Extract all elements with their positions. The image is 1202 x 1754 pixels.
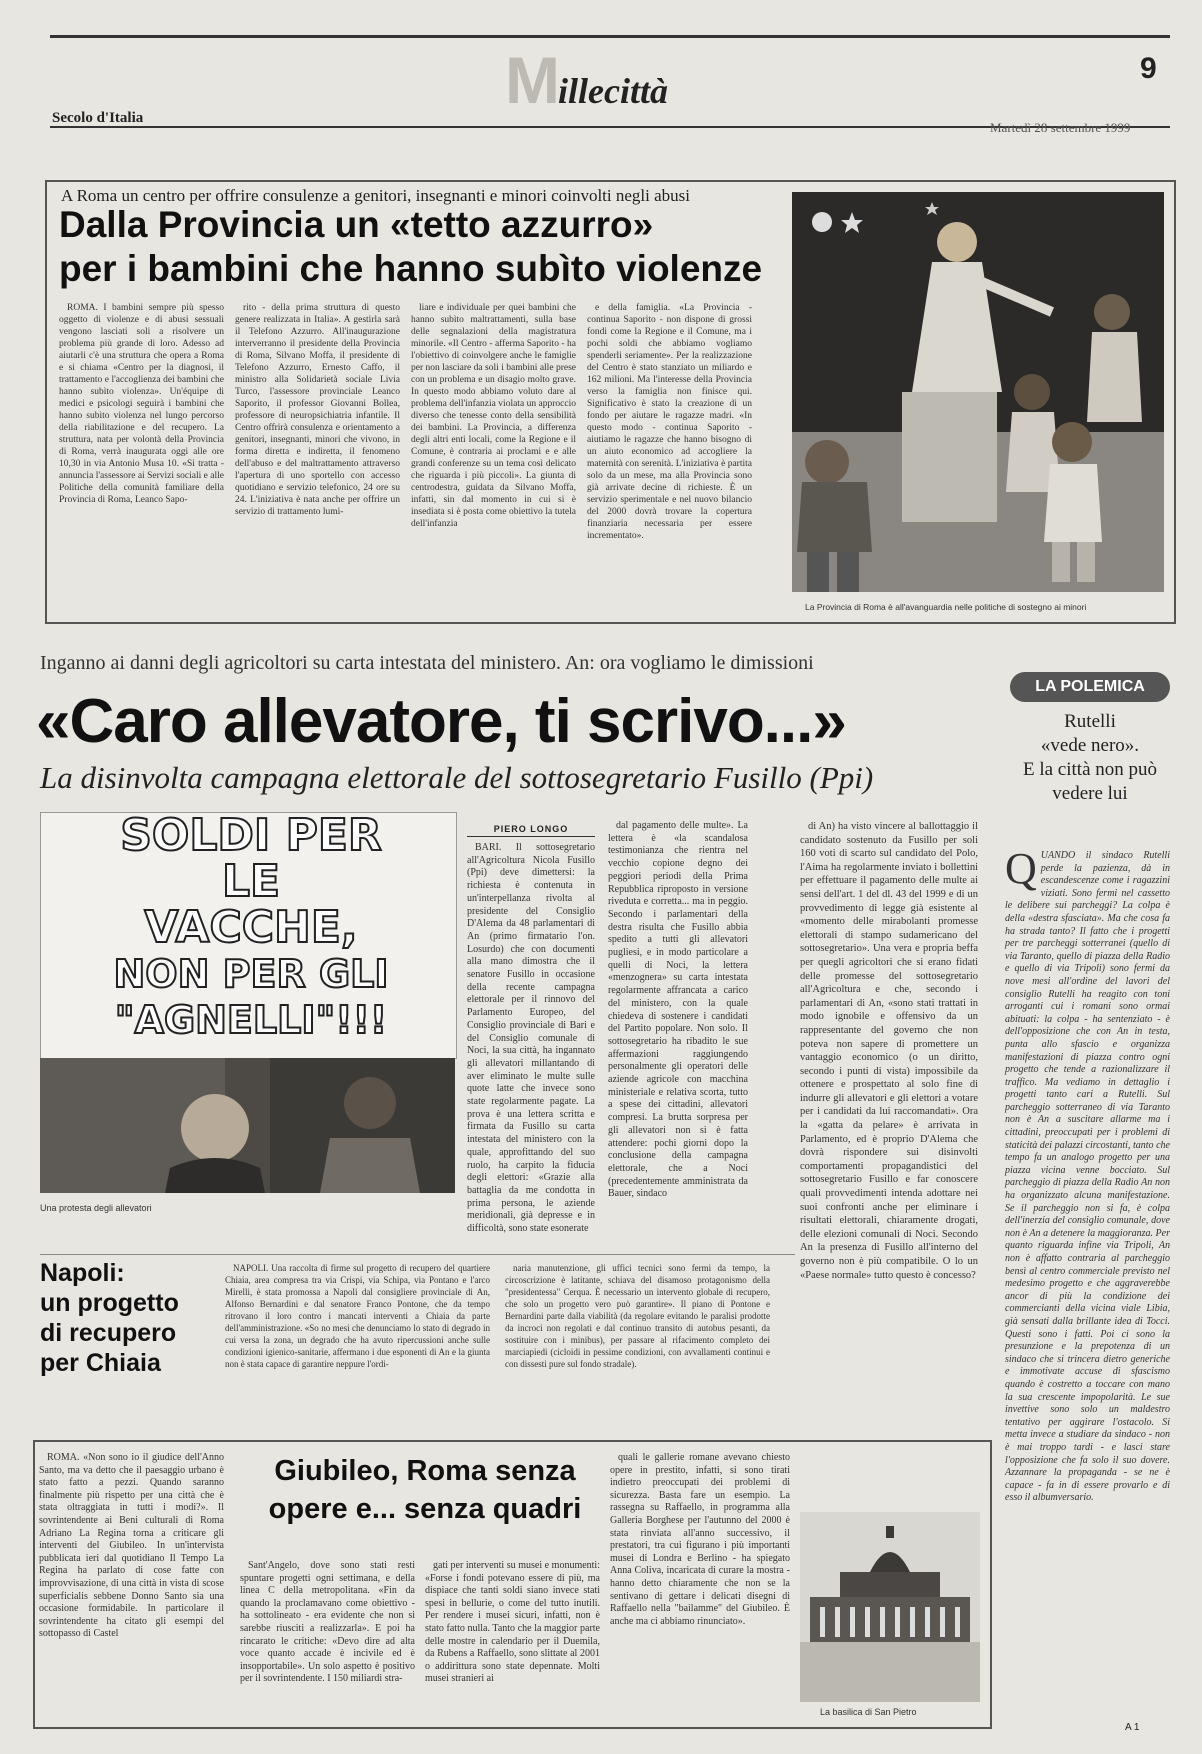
polemica-title — [1005, 710, 1175, 806]
article-tetto-azzurro — [45, 180, 1176, 624]
protesters-image — [40, 1058, 455, 1193]
protest-sign-photo — [40, 812, 457, 1059]
article1-photo — [792, 192, 1164, 592]
giubileo-col-3-text: gati per interventi su musei e monumenti: «Forse i fondi potevano essere di più, ma dispiace che tanti soldi siano invece stati spesi in bellurie, o come del tutto inutili. Per rendere i musei sicuri, infatti, non è stato fatto nulla. Tanto che la maggior parte delle mostre in calendario per il Duemila, da Rubens a Raffaello, sono slittate al 2001 o addirittura sono state depennate. Molti musei stranieri ai — [425, 1560, 600, 1685]
article1-photo-caption: La Provincia di Roma è all'avanguardia nelle politiche di sostegno ai minori — [805, 602, 1087, 612]
giubileo-headline-line2: opere e... senza quadri — [268, 1493, 582, 1525]
article2-col-1 — [467, 842, 595, 1235]
giubileo-col-left-text: ROMA. «Non sono io il giudice dell'Anno Santo, ma va detto che il paesaggio urbano è stato fatto a pezzi. Quando saranno finalmente più rispetto per una città che è stata oltraggiata in tutti i modi?». Il sovrintendente ai Beni culturali di Roma Adriano La Regina torna a criticare gli interventi del Giubileo. In un'intervista pubblicata ieri dal quotidiano Il Tempo La Regina ha parlato di cose fatte con improvvisazione, di una città in vista di scose superficialis sebbene Donno Santo sia una occasione formidabile. In particolare il sovrintendente ha citato gli esempi del sottopasso di Castel — [39, 1452, 224, 1640]
footer-code: A 1 — [1125, 1722, 1140, 1733]
polemica-title-line1: Rutelli — [1064, 711, 1116, 732]
children-playing-photo — [792, 192, 1164, 592]
article2-col-3-text: di An) ha visto vincere al ballottaggio il candidato sostenuto da Fusillo per soli 160 voti di scarto sul candidato del Polo, l'Aima ha regolarmente inviato i bollettini per effettuare il pagamento delle multe ai sensi dell'art. 1 del dl. 43 del 1999 e di un provvedimento di legge già esistente al «momento delle mirabolanti promesse elettorali di stampo sudamericano del sottosegretario». Una vera e propria beffa per quegli agricoltori che si erano fidati delle promesse del sottosegretario all'Agricoltura e che, secondo i parlamentari di An, «sono stati trattati in modo ignobile e offensivo da un rappresentante del governo che non poteva non sapere di promettere un vantaggio economico (o un diritto, secondo i punti di vista) impossibile da ottenere e prospettato al solo fine di indurre gli allevatori e gli elettori a votare per i candidati da lui raccomandati». Ora la «gatta da pelare» è arrivata in Parlamento, ed è proprio D'Alema che dovrà rispondere sui disinvolti comportamenti propagandistici del sottosegretario Fusillo e far conoscere quali provvedimenti intenda adottare nei suoi confronti anche per eliminare i risultati elettorali, chiaramente drogati, delle elezioni comunali di Noci. Secondo An la presenza di Fusillo all'interno del governo non è più compatibile. O lo un «Paese normale» tutto questo è concesso? — [800, 821, 978, 1281]
section-logo-text: illecittà — [557, 71, 668, 111]
article2-headline: «Caro allevatore, ti scrivo...» — [36, 687, 846, 756]
giubileo-col-2-text: Sant'Angelo, dove sono stati resti spuntare progetti ogni settimana, e della linea C della metropolitana. «Fin da quando la proclamavano come obiettivo - ha sottolineato - era evidente che non si sarebbe riusciti a realizzarla». E poi ha rincarato le critiche: «Devo dire ad alta voce quanto accade è incivile ed è insopportabile». Un solo aspetto è positivo per il sovrintendente. I 150 miliardi stra- — [240, 1560, 415, 1685]
issue-date: Martedì 28 settembre 1999 — [990, 120, 1131, 135]
napoli-headline-line4: per Chiaia — [40, 1349, 161, 1377]
giubileo-col-left — [39, 1452, 224, 1720]
sign-line-4: NON PER GLI — [113, 952, 389, 996]
polemica-body-text: UANDO il sindaco Rutelli perde la pazienza, dà in escandescenze come i ragazzini viziati. Sono fermi nel cassetto le delibere sui parcheggi? La colpa è della «destra sfasciata». Ma che cosa fa ha strada tanto? Il fatto che i progetti per tre parcheggi sotterranei (quello di via Taranto, quello di piazza della Radio e quello di via Tripoli) sono fermi da nove mesi all'ordine del lavori del consiglio Rutelli ha reagito con toni arroganti cui i romani sono ormai abituati: la colpa - ha sentenziato - è dell'opposizione che con An in testa, punta allo sfascio e organizza manifestazioni di piazza contro ogni progetto che tende a razionalizzare il traffico. Ma vediamo in dettaglio i progetti tanto cari a Rutelli. Sul parcheggio sotterraneo di via Taranto non è An a suscitare allarme ma i cittadini, preoccupati per i problemi di staticità dei palazzi circostanti, tanto che tempo fa un analogo progetto per una piazza vicina venne bocciato. Sul parcheggio di piazza della Radio An non ha organizzato alcuna manifestazione. Se il parcheggio non si fa, è colpa dell'inerzia del consiglio comunale, dove non è An a detenere la maggioranza. Per quanto riguarda infine via Tripoli, An non è affatto contraria al parcheggio bensì al centro commerciale previsto nel medesimo progetto e che aggraverebbe ancor di più la condizione dei commercianti della vicina viale Libia, già sensati dalla brillante idea di Tocci. Questi sono i fatti. Poi ci sono la presunzione e la prepotenza di un sindaco che si trincera dietro generiche e immotivate accuse di sfascismo quando è costretto a toccare con mano la sua crescente impopolarità. Le sue invettive sono solo un maldestro tentativo per aggirare l'ostacolo. Si metta invece a studiare da sindaco - non è mai troppo tardi - e lasci stare l'opposizione che fa solo il suo dovere. Azzannare la propaganda - se ne è capace - fa in di essere provarlo e di esso il albumversario. — [1005, 850, 1170, 1504]
giubileo-col-4-text: quali le gallerie romane avevano chiesto opere in prestito, infatti, si sono tirati indietro preoccupati dei problemi di sicurezza. Basta fare un esempio. La rassegna su Raffaello, in programma alla Galleria Borghese per l'autunno del 2000 è stata rinviata all'anno successivo, il prestatori, tra cui figurano i più importanti musei di Londra e Berlino - ha spiegato Anna Coliva, incaricata di curare la mostra - hanno detto chiaramente che non se la sentivano di gettare i delicati disegni di Raffaello nella "bailamme" del Giubileo. È anche ma ci abbiamo rinunciato». — [610, 1452, 790, 1627]
article1-col-4-text: e della famiglia. «La Provincia - continua Saporito - non dispone di grossi fondi come la Regione e il Comune, ma i pochi soldi che abbiamo vogliamo spenderli seriamente». Per la realizzazione del Centro è stato stanziato un miliardo e 162 milioni. Ma l'interesse della Provincia verso la famiglia non finisce qui. Significativo è stato la creazione di un fondo per aiutare le ragazze madri. «In questo modo - continua Saporito - aiutiamo le ragazze che hanno bisogno di un aiuto economico ad accogliere la maternità con serenità. L'iniziativa è partita solo da un mese, ma alla Provincia sono già arrivate decine di richieste. È un servizio sperimentale e nel nuovo bilancio del 2000 dovrà trovare la copertura finanziaria necessaria per essere incrementato». — [587, 303, 752, 541]
sign-line-3: VACCHE, — [144, 902, 358, 953]
giubileo-col-2 — [240, 1560, 415, 1720]
article1-col-2 — [235, 302, 400, 610]
article1-col-4 — [587, 302, 752, 610]
article1-col-3 — [411, 302, 576, 610]
sign-line-2: LE — [221, 856, 281, 907]
basilica-photo — [800, 1512, 980, 1702]
article2-kicker: Inganno ai danni degli agricoltori su carta intestata del ministero. An: ora vogliamo le dimissioni — [40, 652, 814, 674]
article1-kicker: A Roma un centro per offrire consulenze a genitori, insegnanti e minori coinvolti negli abusi — [61, 186, 690, 205]
basilica-caption: La basilica di San Pietro — [820, 1707, 917, 1717]
protest-photo-caption: Una protesta degli allevatori — [40, 1203, 152, 1213]
page-number: 9 — [1140, 52, 1157, 85]
giubileo-headline-line1: Giubileo, Roma senza — [274, 1455, 576, 1487]
article-giubileo — [33, 1440, 992, 1729]
section-logo — [505, 42, 668, 118]
article1-headline-line2: per i bambini che hanno subìto violenze — [59, 248, 763, 289]
sign-line-1: SOLDI PER — [120, 810, 382, 861]
article1-col-3-text: liare e individuale per quei bambini che hanno subìto maltrattamenti, sulla base delle segnalazioni della magistratura minorile. «Il Centro - afferma Saporito - ha l'obiettivo di coinvolgere anche le famiglie per non lasciare da soli i bambini alle prese con un problema e un disagio molto grave. In questo modo abbiamo voluto dare al problema dell'infanzia violata un approccio diverso che tenesse conto della sensibilità dei bambini. La Provincia, a differenza degli altri enti locali, come la Regione e il Comune, è contraria ai proclami e e alle grandi conferenze su un tema così delicato che riguarda i più piccoli». La giunta di centrodestra, guidata da Silvano Moffa, infatti, sin dal momento in cui si è insediata si è posta come obiettivo la tutela dell'infanzia — [411, 303, 576, 529]
sign-line-5: "AGNELLI"!!! — [114, 998, 388, 1042]
article1-col-2-text: rito - della prima struttura di questo genere realizzata in Italia». A gestirla sarà il Telefono Azzurro. All'inaugurazione interverranno il presidente della Provincia di Roma, Silvano Moffa, il presidente di Telefono Azzurro, Ernesto Caffo, il ministro alla Solidarietà sociale Livia Turco, l'assessore provinciale Leanco Saporito, il professor Giovanni Bollea, professore di neuropsichiatria infantile. Il Centro offrirà consulenza e orientamento a genitori, insegnanti, minori che vivono, in forma diretta e indiretta, il fenomeno dell'abuso e del maltrattamento attraverso l'apertura di uno sportello con accesso quotidiano e servizio telefonico, 24 ore su 24. L'iniziativa è nata anche per offrire un servizio di trattamento lumi- — [235, 303, 400, 517]
napoli-col-1 — [225, 1262, 490, 1402]
napoli-headline-line3: di recupero — [40, 1319, 177, 1347]
polemica-drop-cap: Q — [1005, 844, 1037, 893]
masthead-top-rule — [50, 35, 1170, 38]
article2-col-1-text: BARI. Il sottosegretario all'Agricoltura Nicola Fusillo (Ppi) deve dimettersi: la richiesta è contenuta in un'interpellanza rivolta al presidente del Consiglio D'Alema da 48 parlamentari di An (primo firmatario l'on. Losurdo) che con documenti alla mano dimostra che il senatore Fusillo in occasione della recente campagna elettorale per il rinnovo del Parlamento Europeo, del Consiglio provinciale di Bari e del Consiglio comunale di Noci, la sua città, ha ingannato gli allevatori millantando di aver eliminato le multe sulle quote latte che invece sono state regolarmente pagate. La prova è una lettera scritta e firmata da Fusillo su carta intestata del ministero con la quale, approfittando del suo ruolo, ha carpito la fiducia degli elettori: «Grazie alla battaglia da me condotta in prima persona, le aziende meridionali, già depresse e in difficoltà, sono state esonerate — [467, 842, 595, 1235]
giubileo-col-4 — [610, 1452, 790, 1720]
giubileo-headline — [235, 1452, 615, 1528]
article2-col-3 — [800, 820, 978, 1440]
giubileo-col-3 — [425, 1560, 600, 1720]
napoli-col-2 — [505, 1262, 770, 1402]
polemica-title-line2: «vede nero». — [1040, 735, 1140, 756]
masthead — [0, 0, 1202, 140]
article1-headline-line1: Dalla Provincia un «tetto azzurro» — [59, 204, 654, 245]
polemica-title-line3: E la città non può — [1022, 759, 1158, 780]
article1-col-1-text: ROMA. I bambini sempre più spesso oggetto di violenze e di abusi sessuali vengono lasciati soli a risolvere un problema più grande di loro. Adesso ad aiutarli c'è una struttura che opera a Roma e si chiama «Centro per la diagnosi, il trattamento e l'accoglienza dei bambini che hanno subìto violenza». Un'équipe di medici e psicologi seguirà i bambini che hanno subìto violenza nel lungo percorso della riabilitazione e del recupero. La struttura, nata per volontà della Provincia di Roma, verrà inaugurata oggi alle ore 10,30 in via Antonio Musa 10. «Si tratta - annuncia l'assessore ai Servizi sociali e alle Politiche della comunità familiare della Provincia di Roma, Leanco Sapo- — [59, 303, 224, 505]
section-logo-initial: M — [505, 43, 558, 117]
napoli-headline — [40, 1258, 179, 1378]
polemica-title-line4: vedere lui — [1052, 783, 1128, 804]
napoli-top-rule — [40, 1254, 795, 1255]
protesters-photo — [40, 1058, 455, 1193]
napoli-headline-line2: un progetto — [40, 1289, 179, 1317]
napoli-col-2-text: naria manutenzione, gli uffici tecnici sono fermi da tempo, la circoscrizione è latitante, schiava del disamoso protagonismo della "presidentessa" Cerqua. È necessario un intervento globale di recupero, che solo un progetto vero può garantire». Il piano di Pontone e Bernardini parte dalla viabilità (da regolare evitando le paralisi prodotte da incroci non regolati e dal continuo transito di autobus pesanti, da sostituire con i minibus), per passare al rifacimento completo dei marciapiedi (cicloidi in pessime condizioni, con avvallamenti continui e con dissesti pure sul fondo stradale). — [505, 1263, 770, 1369]
article1-col-1 — [59, 302, 224, 610]
article2-subhead: La disinvolta campagna elettorale del sottosegretario Fusillo (Ppi) — [40, 760, 874, 795]
article2-col-2 — [608, 820, 748, 1220]
napoli-headline-line1: Napoli: — [40, 1259, 125, 1287]
polemica-badge: LA POLEMICA — [1010, 672, 1170, 702]
basilica-image — [800, 1512, 980, 1702]
paper-name: Secolo d'Italia — [52, 110, 144, 126]
article2-byline: PIERO LONGO — [467, 824, 595, 837]
napoli-col-1-text: NAPOLI. Una raccolta di firme sul progetto di recupero del quartiere Chiaia, area compresa tra via Crispi, via Schipa, via Pontano e l'arco Mirelli, è stata promossa a Napoli dal consigliere provinciale di An, Alfonso Bernardini e dal senatore Franco Pontone, che da tempo ritrovano il loro contro i mancati interventi a Chiaia da parte dell'amministrazione. «So no mesi che denunciamo lo stato di degrado in cui versa la zona, un degrado che ha avuto ripercussioni anche sulle condizioni igienico-sanitarie, affermano i due esponenti di An e la giunta non è stata capace di garantire neppure l'ordi- — [225, 1263, 490, 1369]
polemica-body — [1005, 844, 1170, 1660]
article2-col-2-text: dal pagamento delle multe». La lettera è «la scandalosa testimonianza che rientra nel vecchio copione degno dei peggiori periodi della Prima Repubblica riproposto in versione riveduta e corretta... ma in peggio. Secondo i parlamentari della destra risulta che Fusillo abbia spedito a tutti gli allevatori pugliesi, e in modo particolare a quelli di Noci, la lettera «menzognera» su carta intestata regolarmente affrancata a carico del ministero, con la quale chiedeva di sostenere i candidati del Partito popolare. Non solo. Il sottosegretario ha ribadito le sue affermazioni raggiungendo personalmente gli operatori delle aziende agricole con macchina ministeriale e relativa scorta, tutto a spese dei cittadini, allevatori compresi. La brutta sorpresa per gli allevatori non si è fatta attendere: pochi giorni dopo la conclusione della campagna elettorale, che a Noci (precedentemente amministrata da Bauer, sindaco — [608, 820, 748, 1200]
